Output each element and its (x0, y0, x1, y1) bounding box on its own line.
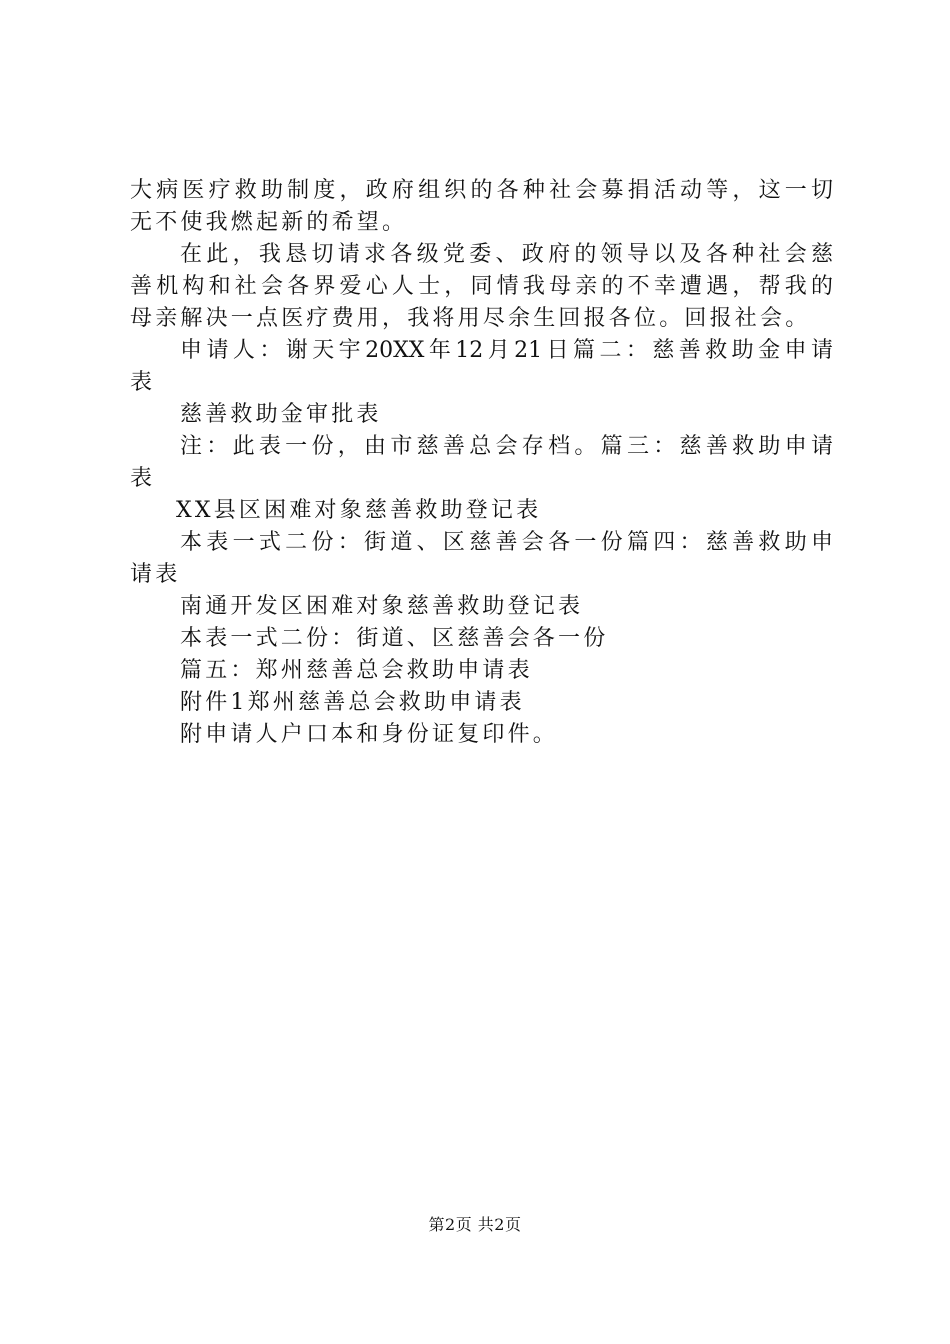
body-line: 在此，我恳切请求各级党委、政府的领导以及各种社会慈 (180, 242, 833, 267)
body-line: 篇五：郑州慈善总会救助申请表 (180, 658, 533, 683)
body-line: 无不使我燃起新的希望。 (130, 210, 408, 235)
body-line: 申请人：谢天宇20XX年12月21日篇二：慈善救助金申请 (180, 338, 833, 363)
body-line: 表 (130, 466, 156, 491)
body-line: 本表一式二份：街道、区慈善会各一份 (180, 626, 609, 651)
body-line: 表 (130, 370, 156, 395)
body-line: 请表 (130, 562, 181, 587)
body-line: 附申请人户口本和身份证复印件。 (180, 722, 559, 747)
body-line: 母亲解决一点医疗费用，我将用尽余生回报各位。回报社会。 (130, 306, 811, 331)
body-line: 善机构和社会各界爱心人士，同情我母亲的不幸遭遇，帮我的 (130, 274, 833, 299)
body-line: XX县区困难对象慈善救助登记表 (176, 498, 542, 523)
page-number-footer: 第2页 共2页 (428, 1215, 522, 1234)
body-line: 附件1郑州慈善总会救助申请表 (180, 690, 525, 715)
body-line: 大病医疗救助制度，政府组织的各种社会募捐活动等，这一切 (130, 178, 833, 203)
body-line: 注：此表一份，由市慈善总会存档。篇三：慈善救助申请 (180, 434, 833, 459)
document-body (130, 175, 833, 751)
body-line: 南通开发区困难对象慈善救助登记表 (180, 594, 584, 619)
body-line: 本表一式二份：街道、区慈善会各一份篇四：慈善救助申 (180, 530, 833, 555)
body-line: 慈善救助金审批表 (180, 402, 382, 427)
